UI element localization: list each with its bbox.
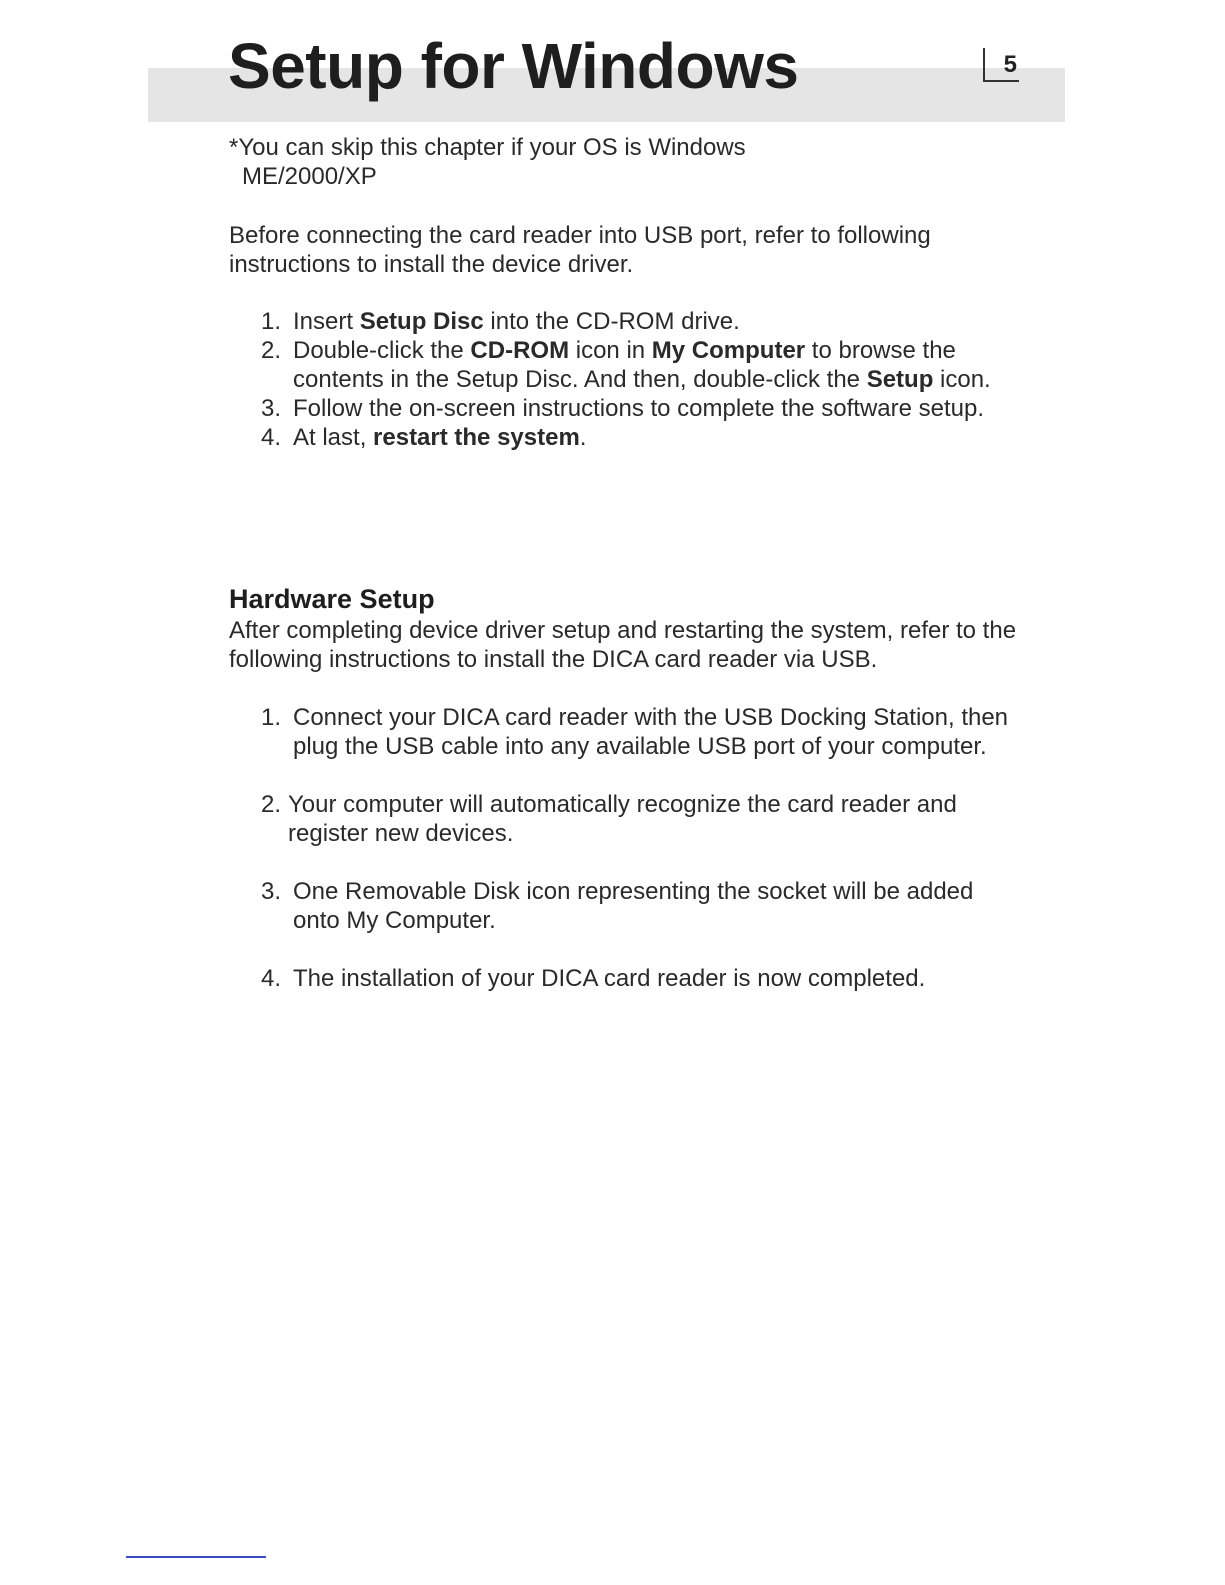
step-number: 1. <box>261 308 282 335</box>
step-text: Connect your DICA card reader with the USB Docking Station, then plug the USB cable into any available USB port of your computer. <box>293 704 1009 760</box>
step-emphasis: restart the system <box>373 424 580 451</box>
list-item <box>229 790 1019 848</box>
step-emphasis: CD-ROM <box>470 337 570 364</box>
os-note-line1: *You can skip this chapter if your OS is Windows <box>229 134 746 161</box>
step-text: Double-click the <box>293 337 471 364</box>
list-item <box>229 336 1019 394</box>
os-note <box>229 133 1019 191</box>
list-item <box>229 877 1019 935</box>
driver-steps-list <box>229 307 1019 452</box>
step-text: Follow the on-screen instructions to complete the software setup. <box>293 395 985 422</box>
page-number: 5 <box>983 48 1019 82</box>
footer-rule <box>126 1556 266 1558</box>
hardware-setup-heading: Hardware Setup <box>229 584 435 614</box>
step-text: icon in <box>569 337 652 364</box>
page-title: Setup for Windows <box>228 30 799 102</box>
step-number: 4. <box>261 424 282 451</box>
hardware-steps-list <box>229 703 1019 1022</box>
step-number: 4. <box>261 965 282 992</box>
step-text: . <box>579 424 587 451</box>
step-number: 3. <box>261 878 282 905</box>
list-item <box>229 307 1019 336</box>
step-text: Your computer will automatically recognize the card reader and register new devices. <box>288 791 957 847</box>
driver-intro: Before connecting the card reader into USB port, refer to following instructions to install the device driver. <box>229 222 931 278</box>
step-emphasis: Setup Disc <box>359 308 484 335</box>
step-text: One Removable Disk icon representing the socket will be added onto My Computer. <box>293 878 974 934</box>
step-text: Insert <box>293 308 360 335</box>
step-text: into the CD-ROM drive. <box>483 308 740 335</box>
step-number: 1. <box>261 704 282 731</box>
step-text: to browse the contents in the Setup Disc. And then, double-click the <box>293 337 956 393</box>
step-text: At last, <box>293 424 374 451</box>
list-item <box>229 703 1019 761</box>
hardware-intro: After completing device driver setup and restarting the system, refer to the following instructions to install the DICA card reader via USB. <box>229 617 1017 673</box>
step-emphasis: Setup <box>866 366 934 393</box>
list-item <box>229 964 1019 993</box>
step-number: 2. <box>261 337 282 364</box>
list-item <box>229 394 1019 423</box>
step-text: icon. <box>933 366 991 393</box>
step-number: 2. <box>261 791 282 818</box>
step-emphasis: My Computer <box>651 337 806 364</box>
step-text: The installation of your DICA card reader is now completed. <box>293 965 926 992</box>
step-number: 3. <box>261 395 282 422</box>
os-note-line2: ME/2000/XP <box>242 163 377 190</box>
list-item <box>229 423 1019 452</box>
